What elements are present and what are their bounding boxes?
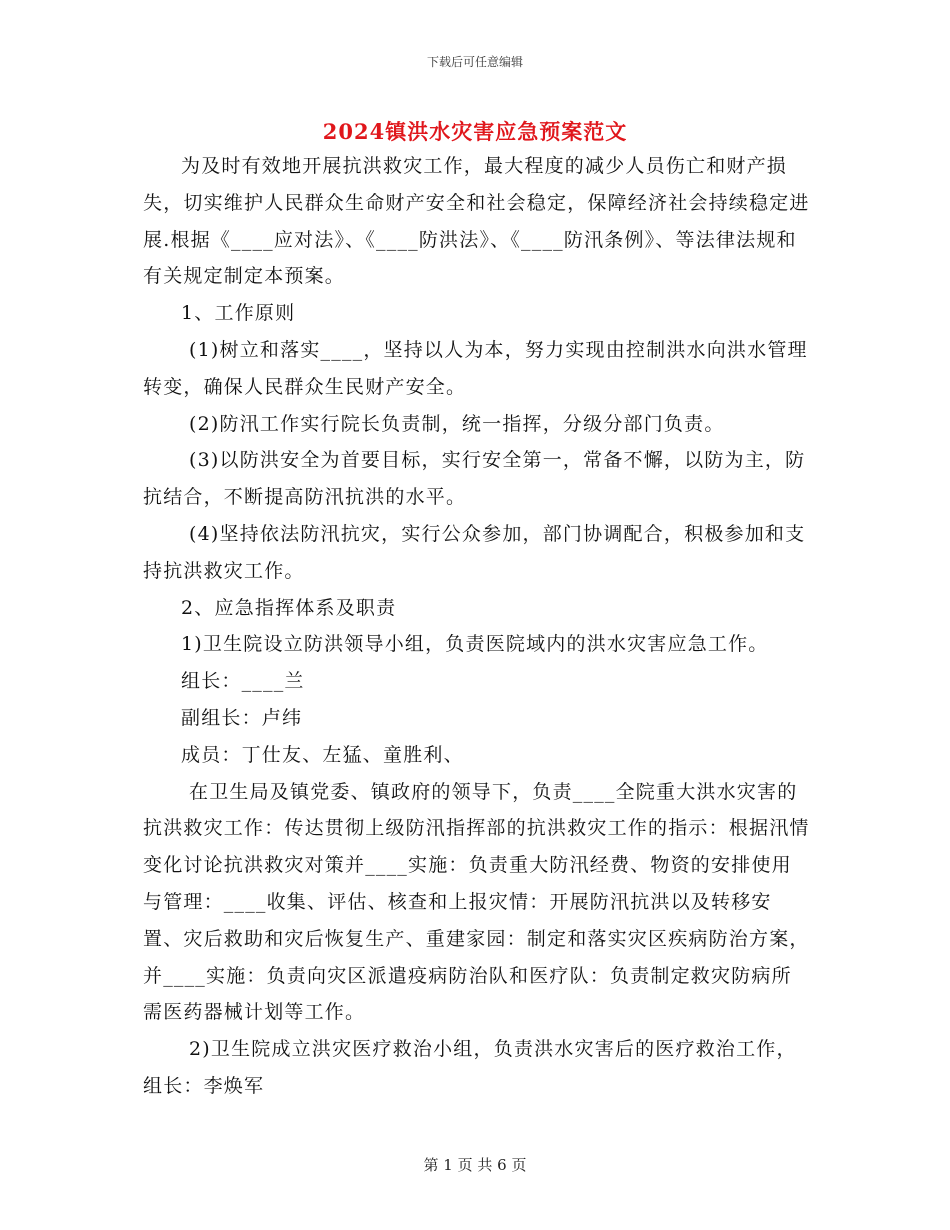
- principle-item-1: (1)树立和落实____，坚持以人为本，努力实现由控制洪水向洪水管理转变，确保人民群众生民财产安全。: [143, 338, 808, 398]
- page-header-note: 下载后可任意编辑: [426, 55, 523, 69]
- duties-paragraph: 在卫生局及镇党委、镇政府的领导下，负责____全院重大洪水灾害的抗洪救灾工作：传达贯彻上级防汛指挥部的抗洪救灾工作的指示：根据汛情变化讨论抗洪救灾对策并____实施：负责重大防汛经费、物资的安排使用与管理：____收集、评估、核查和上报灾情：开展防汛抗洪以及转移安置、灾后救助和灾后恢复生产、重建家园：制定和落实灾区疾病防治方案，并____实施：负责向灾区派遣疫病防治队和医疗队：负责制定救灾防病所需医药器械计划等工作。: [143, 780, 810, 1024]
- members-line: 成员：丁仕友、左猛、童胜利、: [181, 743, 464, 766]
- principle-item-2: (2)防汛工作实行院长负责制，统一指挥，分级分部门负责。: [189, 412, 725, 435]
- principle-item-4: (4)坚持依法防汛抗灾，实行公众参加，部门协调配合，积极参加和支持抗洪救灾工作。: [143, 522, 806, 582]
- principle-item-3: (3)以防洪安全为首要目标，实行安全第一，常备不懈，以防为主，防抗结合，不断提高防汛抗洪的水平。: [143, 449, 806, 509]
- document-title: 2024镇洪水灾害应急预案范文: [322, 119, 628, 144]
- section-heading-principles: 1、工作原则: [181, 302, 296, 325]
- command-item-2: 2)卫生院成立洪灾医疗救治小组，负责洪水灾害后的医疗救治工作，组长：李焕军: [143, 1038, 797, 1097]
- section-heading-command: 2、应急指挥体系及职责: [181, 596, 397, 619]
- document-body: [143, 148, 811, 1105]
- deputy-leader-line: 副组长：卢纬: [181, 706, 303, 729]
- intro-paragraph: 为及时有效地开展抗洪救灾工作，最大程度的减少人员伤亡和财产损失，切实维护人民群众生命财产安全和社会稳定，保障经济社会持续稳定进展.根据《____应对法》、《____防洪法》、《____防汛条例》、等法律法规和有关规定制定本预案。: [143, 155, 810, 288]
- page-number: 第 1 页 共 6 页: [423, 1156, 527, 1174]
- group-leader-line: 组长：____兰: [181, 670, 305, 693]
- command-item-1: 1)卫生院设立防洪领导小组，负责医院域内的洪水灾害应急工作。: [181, 633, 769, 656]
